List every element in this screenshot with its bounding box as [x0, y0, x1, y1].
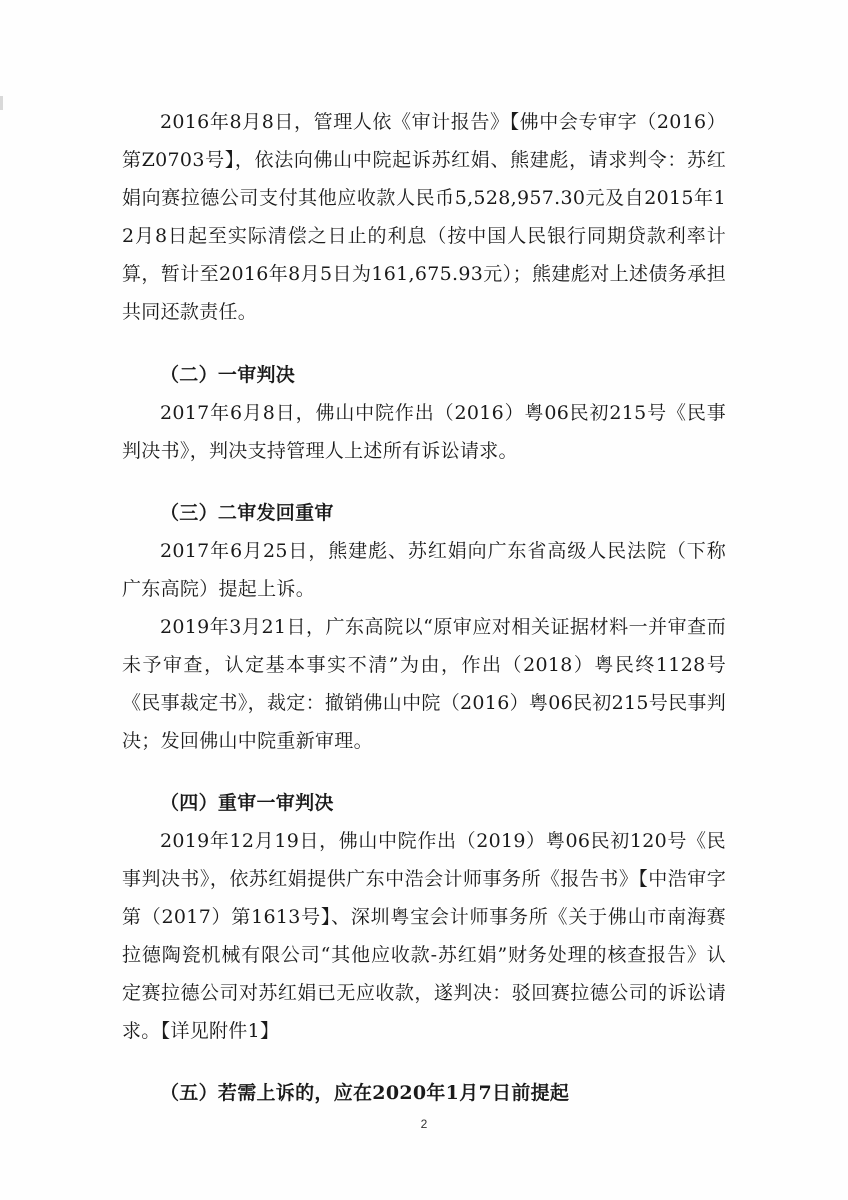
section-heading-second-instance: （三）二审发回重审 [160, 502, 334, 524]
paragraph-retrial-judgment: 2019年12月19日，佛山中院作出（2019）粤06民初120号《民事判决书》，依苏红娟提供广东中浩会计师事务所《报告书》【中浩审字第（2017）第1613号】、深圳粤宝会计师事务所《关于佛山市南海赛拉德陶瓷机械有限公司“其他应收款-苏红娟”财务处理的核查报告》认定赛拉德公司对苏红娟已无应收款，遂判决：驳回赛拉德公司的诉讼请求。【详见附件1】 [122, 830, 726, 1042]
paragraph-appeal: 2017年6月25日，熊建彪、苏红娟向广东省高级人民法院（下称广东高院）提起上诉。 [122, 540, 726, 600]
document-body [122, 103, 726, 1112]
scan-edge-mark [0, 96, 3, 110]
paragraph-first-instance: 2017年6月8日，佛山中院作出（2016）粤06民初215号《民事判决书》，判决支持管理人上述所有诉讼请求。 [122, 402, 726, 462]
page-number: 2 [420, 1117, 428, 1131]
paragraph-remand-ruling: 2019年3月21日，广东高院以“原审应对相关证据材料一并审查而未予审查，认定基本事实不清”为由，作出（2018）粤民终1128号《民事裁定书》，裁定：撤销佛山中院（2016）粤06民初215号民事判决；发回佛山中院重新审理。 [122, 616, 726, 752]
section-heading-first-instance: （二）一审判决 [160, 364, 296, 386]
section-heading-retrial: （四）重审一审判决 [160, 792, 334, 814]
paragraph-lawsuit-filing: 2016年8月8日，管理人依《审计报告》【佛中会专审字（2016）第Z0703号】，依法向佛山中院起诉苏红娟、熊建彪，请求判令：苏红娟向赛拉德公司支付其他应收款人民币5,528,957.30元及自2015年12月8日起至实际清偿之日止的利息（按中国人民银行同期贷款利率计算，暂计至2016年8月5日为161,675.93元）；熊建彪对上述债务承担共同还款责任。 [122, 111, 726, 323]
section-heading-appeal-deadline: （五）若需上诉的，应在2020年1月7日前提起 [160, 1082, 570, 1104]
